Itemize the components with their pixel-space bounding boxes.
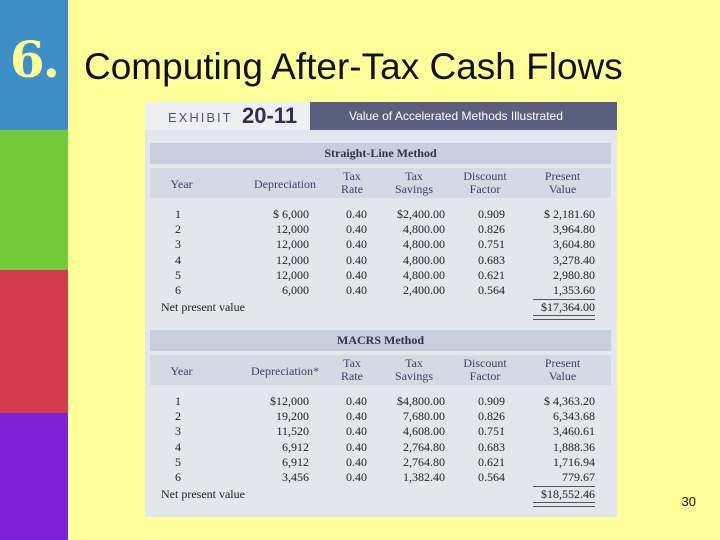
cell-present-value: 1,716.94 xyxy=(553,454,595,469)
cell-depreciation: 3,456 xyxy=(282,470,309,484)
page-number: 30 xyxy=(681,494,696,509)
cell-discount-factor: 0.621 xyxy=(478,454,505,469)
cell-depreciation: 12,000 xyxy=(276,267,309,282)
exhibit-label-box xyxy=(145,102,310,130)
color-strip-red xyxy=(0,270,68,413)
header-depreciation: Depreciation xyxy=(254,177,316,191)
cell-present-value: 1,353.60 xyxy=(553,283,595,297)
cell-tax-rate: 0.40 xyxy=(346,222,367,237)
cell-tax-rate: 0.40 xyxy=(346,252,367,267)
header-depreciation: Depreciation* xyxy=(251,364,319,378)
cell-year: 3 xyxy=(175,424,181,439)
cell-depreciation: 12,000 xyxy=(276,222,309,237)
cell-year: 6 xyxy=(175,283,181,297)
header-discount-factor: Discount Factor xyxy=(463,356,507,383)
header-tax-savings: Tax Savings xyxy=(394,169,433,196)
cell-discount-factor: 0.909 xyxy=(478,394,505,408)
color-strip-green xyxy=(0,130,68,270)
cell-discount-factor: 0.751 xyxy=(478,424,505,439)
npv-value: $17,364.00 xyxy=(541,300,595,314)
cell-discount-factor: 0.826 xyxy=(478,409,505,424)
cell-tax-rate: 0.40 xyxy=(346,454,367,469)
exhibit-number: 20-11 xyxy=(242,103,298,128)
header-tax-rate: Tax Rate xyxy=(341,169,363,196)
cell-tax-rate: 0.40 xyxy=(346,470,367,484)
cell-discount-factor: 0.683 xyxy=(478,439,505,454)
cell-tax-rate: 0.40 xyxy=(346,207,367,221)
cell-tax-rate: 0.40 xyxy=(346,267,367,282)
exhibit-header xyxy=(145,102,617,130)
cell-tax-rate: 0.40 xyxy=(346,394,367,408)
straight-line-section-title: Straight-Line Method xyxy=(150,143,611,164)
macrs-section-title: MACRS Method xyxy=(150,330,611,351)
cell-tax-savings: 2,764.80 xyxy=(403,454,445,469)
header-tax-savings: Tax Savings xyxy=(394,356,433,383)
cell-depreciation: $12,000 xyxy=(270,394,309,408)
cell-present-value: 3,604.80 xyxy=(553,237,595,252)
cell-year: 2 xyxy=(175,222,181,237)
cell-year: 4 xyxy=(175,439,181,454)
cell-year: 2 xyxy=(175,409,181,424)
cell-tax-savings: 2,400.00 xyxy=(403,283,445,297)
cell-present-value: 2,980.80 xyxy=(553,267,595,282)
header-year: Year xyxy=(170,364,193,378)
cell-discount-factor: 0.564 xyxy=(478,283,505,297)
color-strip-purple xyxy=(0,413,68,540)
cell-tax-savings: 4,800.00 xyxy=(403,252,445,267)
cell-tax-savings: 4,800.00 xyxy=(403,267,445,282)
cell-year: 3 xyxy=(175,237,181,252)
cell-tax-rate: 0.40 xyxy=(346,237,367,252)
cell-depreciation: 6,912 xyxy=(282,454,309,469)
cell-present-value: 1,888.36 xyxy=(553,439,595,454)
cell-present-value: 3,964.80 xyxy=(553,222,595,237)
npv-label: Net present value xyxy=(161,300,245,314)
cell-tax-rate: 0.40 xyxy=(346,409,367,424)
cell-discount-factor: 0.683 xyxy=(478,252,505,267)
cell-depreciation: $ 6,000 xyxy=(273,207,309,221)
exhibit-label: EXHIBIT xyxy=(168,110,233,125)
exhibit-subtitle: Value of Accelerated Methods Illustrated xyxy=(349,109,563,123)
cell-present-value: $ 2,181.60 xyxy=(544,207,595,221)
cell-present-value: 3,460.61 xyxy=(553,424,595,439)
cell-discount-factor: 0.909 xyxy=(478,207,505,221)
cell-discount-factor: 0.564 xyxy=(478,470,505,484)
header-tax-rate: Tax Rate xyxy=(341,356,363,383)
cell-discount-factor: 0.621 xyxy=(478,267,505,282)
cell-present-value: 6,343.68 xyxy=(553,409,595,424)
cell-depreciation: 19,200 xyxy=(276,409,309,424)
slide-title: Computing After-Tax Cash Flows xyxy=(84,46,623,87)
cell-depreciation: 12,000 xyxy=(276,252,309,267)
cell-year: 1 xyxy=(175,207,181,221)
cell-tax-savings: 4,608.00 xyxy=(403,424,445,439)
cell-tax-savings: 7,680.00 xyxy=(403,409,445,424)
exhibit-panel xyxy=(145,102,617,517)
cell-tax-savings: 4,800.00 xyxy=(403,237,445,252)
cell-tax-savings: $4,800.00 xyxy=(397,394,445,408)
cell-tax-rate: 0.40 xyxy=(346,439,367,454)
cell-depreciation: 6,000 xyxy=(282,283,309,297)
cell-tax-savings: 4,800.00 xyxy=(403,222,445,237)
double-rule xyxy=(533,315,595,320)
section-number-badge: 6. xyxy=(9,30,59,89)
npv-label: Net present value xyxy=(161,487,245,501)
macrs-column-header xyxy=(150,355,611,385)
cell-tax-savings: 2,764.80 xyxy=(403,439,445,454)
header-year: Year xyxy=(170,177,193,191)
cell-tax-rate: 0.40 xyxy=(346,424,367,439)
cell-year: 4 xyxy=(175,252,181,267)
cell-tax-savings: $2,400.00 xyxy=(397,207,445,221)
cell-year: 6 xyxy=(175,470,181,484)
header-present-value: Present Value xyxy=(544,356,581,383)
header-present-value: Present Value xyxy=(544,169,581,196)
cell-present-value: 3,278.40 xyxy=(553,252,595,267)
cell-present-value: $ 4,363.20 xyxy=(544,394,595,408)
header-discount-factor: Discount Factor xyxy=(463,169,507,196)
double-rule xyxy=(533,502,595,507)
cell-year: 5 xyxy=(175,454,181,469)
cell-depreciation: 6,912 xyxy=(282,439,309,454)
cell-year: 5 xyxy=(175,267,181,282)
cell-tax-rate: 0.40 xyxy=(346,283,367,297)
npv-value: $18,552.46 xyxy=(541,487,595,501)
straight-line-column-header xyxy=(150,168,611,198)
cell-tax-savings: 1,382.40 xyxy=(403,470,445,484)
cell-year: 1 xyxy=(175,394,181,408)
cell-discount-factor: 0.751 xyxy=(478,237,505,252)
cell-present-value: 779.67 xyxy=(562,470,595,484)
cell-depreciation: 11,520 xyxy=(276,424,309,439)
cell-discount-factor: 0.826 xyxy=(478,222,505,237)
cell-depreciation: 12,000 xyxy=(276,237,309,252)
